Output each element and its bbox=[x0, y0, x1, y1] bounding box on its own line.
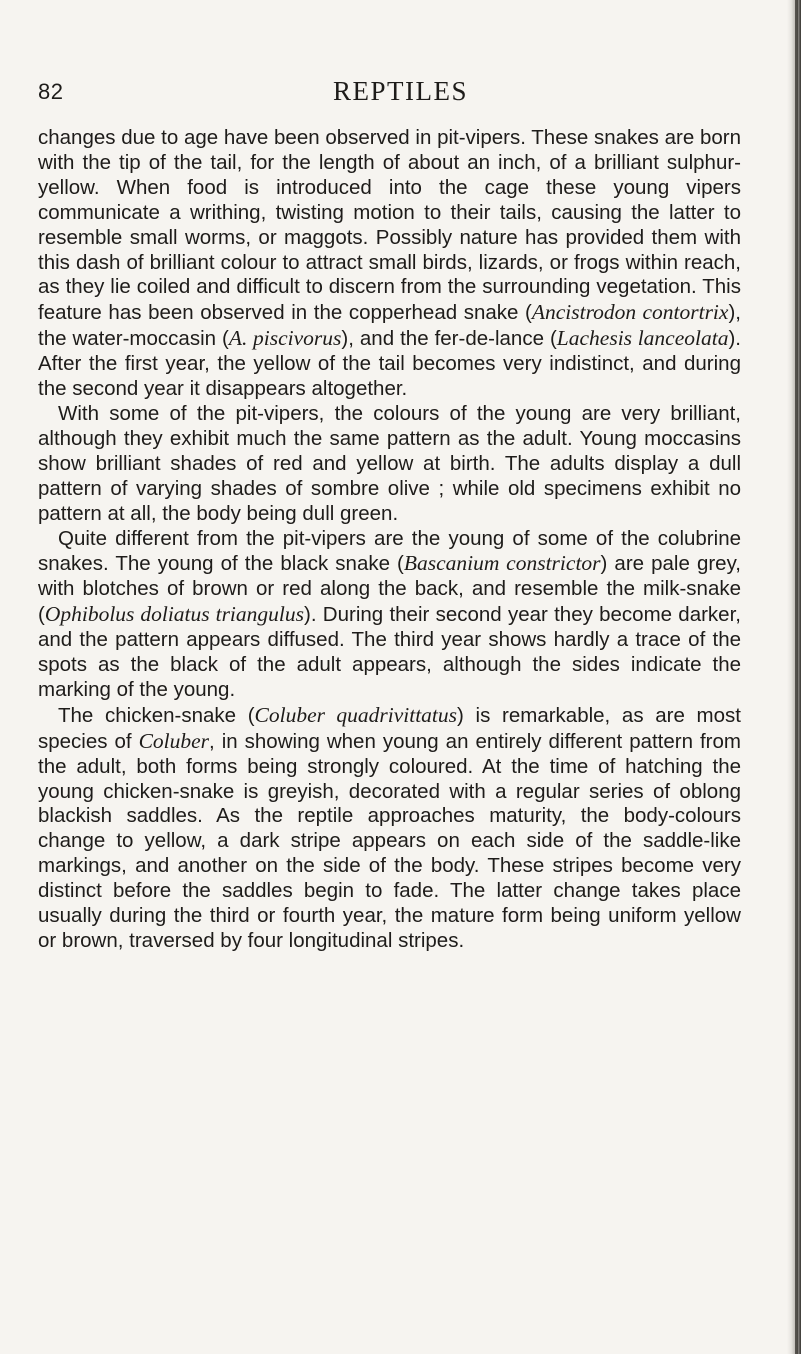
scientific-name: Coluber quadrivittatus bbox=[254, 702, 458, 727]
page-edge-shadow bbox=[787, 0, 801, 1354]
text-run: , in showing when young an entirely different pattern from the adult, both forms being strongly coloured. At the time of hatching the young chicken-snake is greyish, decorated with a regular series of oblong blackish saddles. As the reptile approaches maturity, the body-colours change to yellow, a dark stripe appears on each side of the saddle-like markings, and another on the side of the body. These stripes become very distinct before the saddles begin to fade. The latter change takes place usually during the third or fourth year, the mature form being uniform yellow or brown, traversed by four longitudinal stripes. bbox=[38, 729, 741, 952]
paragraph-4 bbox=[38, 703, 741, 954]
paragraph-3 bbox=[38, 527, 741, 703]
text-run: ), the water-moccasin ( bbox=[38, 301, 741, 351]
text-run: ) are pale grey, with blotches of brown or red along the back, and resemble the milk-snake ( bbox=[38, 552, 742, 627]
page-number: 82 bbox=[38, 79, 64, 104]
scientific-name: Ancistrodon contortrix bbox=[531, 300, 729, 325]
text-run: changes due to age have been observed in pit-vipers. These snakes are born with the tip of the tail, for the length of about an inch, of a brilliant sulphur-yellow. When food is introduced into the cage these young vipers communicate a writhing, twisting motion to their tails, causing the latter to resemble small worms, or maggots. Possibly nature has provided them with this dash of brilliant colour to attract small birds, lizards, or frogs within reach, as they lie coiled and difficult to discern from the surrounding vegetation. This feature has been observed in the copperhead snake ( bbox=[38, 126, 741, 325]
text-run: ) is remarkable, as are most species of bbox=[38, 703, 741, 753]
text-run: ). After the first year, the yellow of the tail becomes very indistinct, and during the second year it disappears altogether. bbox=[38, 327, 741, 401]
scientific-name: Ophibolus doliatus triangulus bbox=[44, 602, 304, 627]
scientific-name: Lachesis lanceolata bbox=[556, 326, 729, 351]
text-run: ). During their second year they become darker, and the pattern appears diffused. The third year shows hardly a trace of the spots as the black of the adult appears, although the sides indicate the marking of the young. bbox=[38, 603, 741, 701]
scientific-name: A. piscivorus bbox=[228, 326, 342, 351]
scientific-name: Bascanium constrictor bbox=[403, 551, 601, 576]
paragraph-1 bbox=[38, 126, 741, 402]
page-edge bbox=[795, 0, 798, 1354]
scientific-name: Coluber bbox=[138, 728, 210, 753]
body-text bbox=[38, 126, 741, 954]
paragraph-2: With some of the pit-vipers, the colours of the young are very brilliant, although they exhibit much the same pattern as the adult. Young moccasins show brilliant shades of red and yellow at birth. The adults display a dull pattern of varying shades of sombre olive ; while old specimens exhibit no pattern at all, the body being dull green. bbox=[38, 401, 741, 525]
running-head: REPTILES bbox=[332, 76, 468, 106]
text-run: The chicken-snake ( bbox=[58, 703, 255, 727]
text-run: ), and the fer-de-lance ( bbox=[341, 327, 557, 351]
text-run: Quite different from the pit-vipers are the young of some of the colubrine snakes. The young of the black snake ( bbox=[38, 526, 741, 576]
